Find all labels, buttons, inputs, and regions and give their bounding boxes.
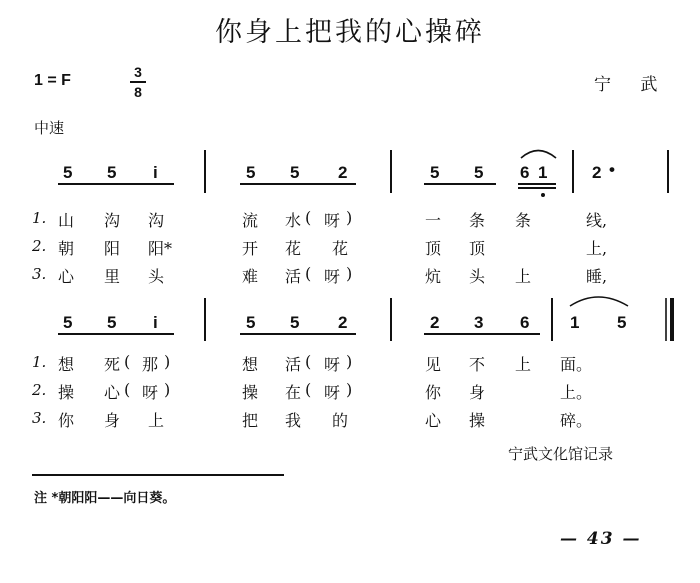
time-signature-top: 3 xyxy=(134,64,142,80)
lyric: ( xyxy=(305,264,312,283)
lyric: 操 xyxy=(58,383,75,402)
lyric: ) xyxy=(346,264,353,283)
note: 3 xyxy=(474,313,484,332)
lyric: ) xyxy=(346,208,353,227)
lyric: 条 xyxy=(515,211,532,230)
lyric: 想 xyxy=(58,355,75,374)
note: 5 xyxy=(430,163,440,182)
lyric: 我 xyxy=(285,411,302,430)
lyric: ( xyxy=(305,208,312,227)
lyric: 你 xyxy=(58,411,75,430)
lyric: 呀 xyxy=(324,211,341,230)
verse-number: 2. xyxy=(32,381,47,399)
lyric: 身 xyxy=(469,383,486,402)
lyric: 呀 xyxy=(142,383,159,402)
lyric: 身 xyxy=(104,411,121,430)
slur xyxy=(570,297,628,306)
lyric: ) xyxy=(346,352,353,371)
lyric: 难 xyxy=(242,267,259,286)
lyric: ( xyxy=(124,352,131,371)
verse-number: 3. xyxy=(32,409,47,427)
lyric: 睡, xyxy=(586,267,608,286)
verse-number: 1. xyxy=(32,353,47,371)
lyric: 顶 xyxy=(469,239,486,258)
lyric: 上。 xyxy=(560,383,593,402)
key-signature: 1 = F xyxy=(34,72,71,89)
lyric: ( xyxy=(124,380,131,399)
lyric: ) xyxy=(346,380,353,399)
lyric: 上 xyxy=(515,267,532,286)
note: 5 xyxy=(246,163,256,182)
lyric: 炕 xyxy=(425,267,442,286)
verse-number: 3. xyxy=(32,265,47,283)
lyric: 阳 xyxy=(104,239,121,258)
lyric: 上, xyxy=(586,239,608,258)
lyric: ( xyxy=(305,352,312,371)
lyric: 顶 xyxy=(425,239,442,258)
note: 2 xyxy=(592,163,602,182)
lyric: 你 xyxy=(425,383,442,402)
author: 宁 武 xyxy=(594,75,670,95)
lyric: 把 xyxy=(242,411,259,430)
verse-number: 2. xyxy=(32,237,47,255)
lyric: 沟 xyxy=(104,211,121,230)
lyric: 呀 xyxy=(324,267,341,286)
note: 5 xyxy=(107,313,117,332)
note: 5 xyxy=(246,313,256,332)
note: 2 xyxy=(338,313,348,332)
lyric: 流 xyxy=(242,211,259,230)
lyric: 不 xyxy=(469,355,486,374)
lyric: 开 xyxy=(242,239,259,258)
lyric: 沟 xyxy=(148,211,165,230)
note: 5 xyxy=(290,313,300,332)
lyric: 一 xyxy=(425,211,442,230)
lyric: ) xyxy=(164,352,171,371)
note: 6 xyxy=(520,163,530,182)
lyric: 活 xyxy=(285,355,302,374)
lyric: ) xyxy=(164,380,171,399)
lyric: ( xyxy=(305,380,312,399)
lyric: 上 xyxy=(148,411,165,430)
lyric: 呀 xyxy=(324,355,341,374)
lyric: 操 xyxy=(242,383,259,402)
time-signature-bottom: 8 xyxy=(134,83,142,100)
lyric: 操 xyxy=(469,411,486,430)
note: 1 xyxy=(538,163,548,182)
lyric: 花 xyxy=(285,239,302,258)
lyric: 花 xyxy=(332,239,349,258)
note: 6 xyxy=(520,313,530,332)
page-number: — 43 — xyxy=(560,529,642,549)
lyric: 见 xyxy=(425,355,442,374)
lyric: 面。 xyxy=(560,355,593,374)
lyric: 里 xyxy=(104,267,121,286)
note: 2 xyxy=(430,313,440,332)
lyric: 上 xyxy=(515,355,532,374)
lyric: 活 xyxy=(285,267,302,286)
lyric: 头 xyxy=(148,267,165,286)
note: 5 xyxy=(290,163,300,182)
lyric: 头 xyxy=(469,267,486,286)
note: 1 xyxy=(570,313,580,332)
note: 5 xyxy=(63,313,73,332)
song-title: 你身上把我的心操碎 xyxy=(215,17,485,48)
lyric: 水 xyxy=(285,211,302,230)
lyric: 那 xyxy=(142,355,159,374)
lyric: 山 xyxy=(58,211,75,230)
lyric: 碎。 xyxy=(560,411,593,430)
lyric: 心 xyxy=(58,267,75,286)
note: 5 xyxy=(474,163,484,182)
slur xyxy=(521,151,556,159)
note: 5 xyxy=(617,313,627,332)
footnote-divider xyxy=(32,474,284,476)
lyric: 阳* xyxy=(148,239,173,258)
dot-mark: • xyxy=(609,160,615,179)
lyric: 心 xyxy=(104,383,121,402)
lyric: 在 xyxy=(285,383,302,402)
lyric: 想 xyxy=(242,355,259,374)
lyric: 条 xyxy=(469,211,486,230)
transcription-credit: 宁武文化馆记录 xyxy=(508,445,614,463)
verse-number: 1. xyxy=(32,209,47,227)
lyric: 的 xyxy=(332,411,349,430)
note-high: i xyxy=(153,313,158,332)
lyric: 心 xyxy=(425,411,442,430)
note: 5 xyxy=(63,163,73,182)
lyric: 死 xyxy=(104,355,121,374)
lyric: 呀 xyxy=(324,383,341,402)
tempo-marking: 中速 xyxy=(34,119,65,137)
note: 5 xyxy=(107,163,117,182)
low-octave-dot xyxy=(541,193,545,197)
lyric: 线, xyxy=(586,211,608,230)
note-high: i xyxy=(153,163,158,182)
lyric: 朝 xyxy=(58,239,75,258)
footnote: 注 *朝阳阳——向日葵。 xyxy=(34,491,176,506)
note: 2 xyxy=(338,163,348,182)
